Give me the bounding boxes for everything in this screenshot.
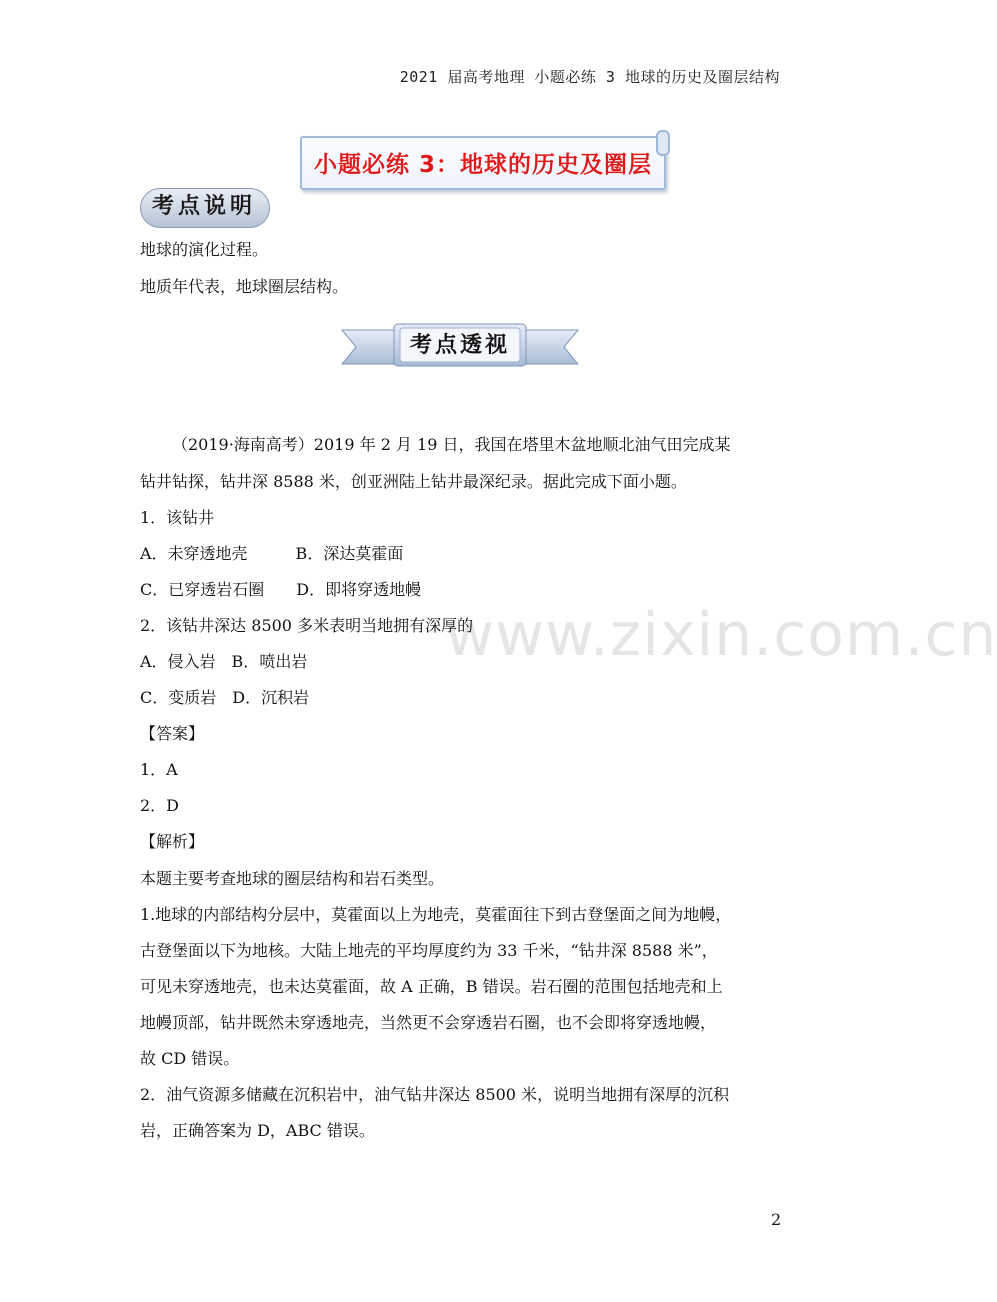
analysis-line: 2．油气资源多储藏在沉积岩中，油气钻井深达 8500 米，说明当地拥有深厚的沉积 bbox=[140, 1085, 730, 1104]
title-banner bbox=[296, 130, 670, 190]
analysis-line: 地幔顶部，钻井既然未穿透地壳，当然更不会穿透岩石圈，也不会即将穿透地幔， bbox=[140, 1013, 717, 1032]
analysis-line: 可见未穿透地壳，也未达莫霍面，故 A 正确，B 错误。岩石圈的范围包括地壳和上 bbox=[140, 977, 723, 996]
analysis-label: 【解析】 bbox=[140, 832, 205, 851]
question-2-options: A．侵入岩 B．喷出岩 bbox=[140, 652, 308, 671]
section-badge-kaodian-toushi bbox=[342, 320, 578, 372]
question-intro: （2019·海南高考）2019 年 2 月 19 日，我国在塔里木盆地顺北油气田完成某 bbox=[172, 435, 731, 454]
answer-2: 2．D bbox=[140, 796, 180, 815]
badge-label: 考点透视 bbox=[409, 333, 510, 358]
question-1-options: C．已穿透岩石圈 D．即将穿透地幔 bbox=[140, 580, 422, 599]
answer-label: 【答案】 bbox=[140, 724, 205, 743]
page-title: 小题必练 3：地球的历史及圈层 bbox=[313, 152, 652, 178]
section-badge-kaodian-shuoming bbox=[140, 184, 270, 228]
question-2-options: C．变质岩 D．沉积岩 bbox=[140, 688, 310, 707]
analysis-line: 故 CD 错误。 bbox=[140, 1049, 240, 1068]
question-intro: 钻井钻探，钻井深 8588 米，创亚洲陆上钻井最深纪录。据此完成下面小题。 bbox=[140, 472, 687, 491]
analysis-line: 岩，正确答案为 D，ABC 错误。 bbox=[140, 1121, 375, 1140]
badge-label: 考点说明 bbox=[151, 194, 256, 219]
page-number: 2 bbox=[771, 1210, 782, 1229]
watermark: www.zixin.com.cn bbox=[445, 600, 997, 670]
syllabus-line: 地质年代表，地球圈层结构。 bbox=[140, 277, 349, 296]
syllabus-line: 地球的演化过程。 bbox=[140, 240, 269, 259]
answer-1: 1．A bbox=[140, 760, 178, 779]
question-2-stem: 2．该钻井深达 8500 多米表明当地拥有深厚的 bbox=[140, 616, 474, 635]
analysis-line: 1.地球的内部结构分层中，莫霍面以上为地壳，莫霍面往下到古登堡面之间为地幔， bbox=[140, 905, 732, 924]
question-1-stem: 1．该钻井 bbox=[140, 508, 215, 527]
running-header: 2021 届高考地理 小题必练 3 地球的历史及圈层结构 bbox=[399, 68, 780, 86]
analysis-line: 古登堡面以下为地核。大陆上地壳的平均厚度约为 33 千米，“钻井深 8588 米”， bbox=[140, 941, 718, 960]
question-1-options: A．未穿透地壳 B．深达莫霍面 bbox=[140, 544, 404, 563]
analysis-intro: 本题主要考查地球的圈层结构和岩石类型。 bbox=[140, 869, 445, 888]
